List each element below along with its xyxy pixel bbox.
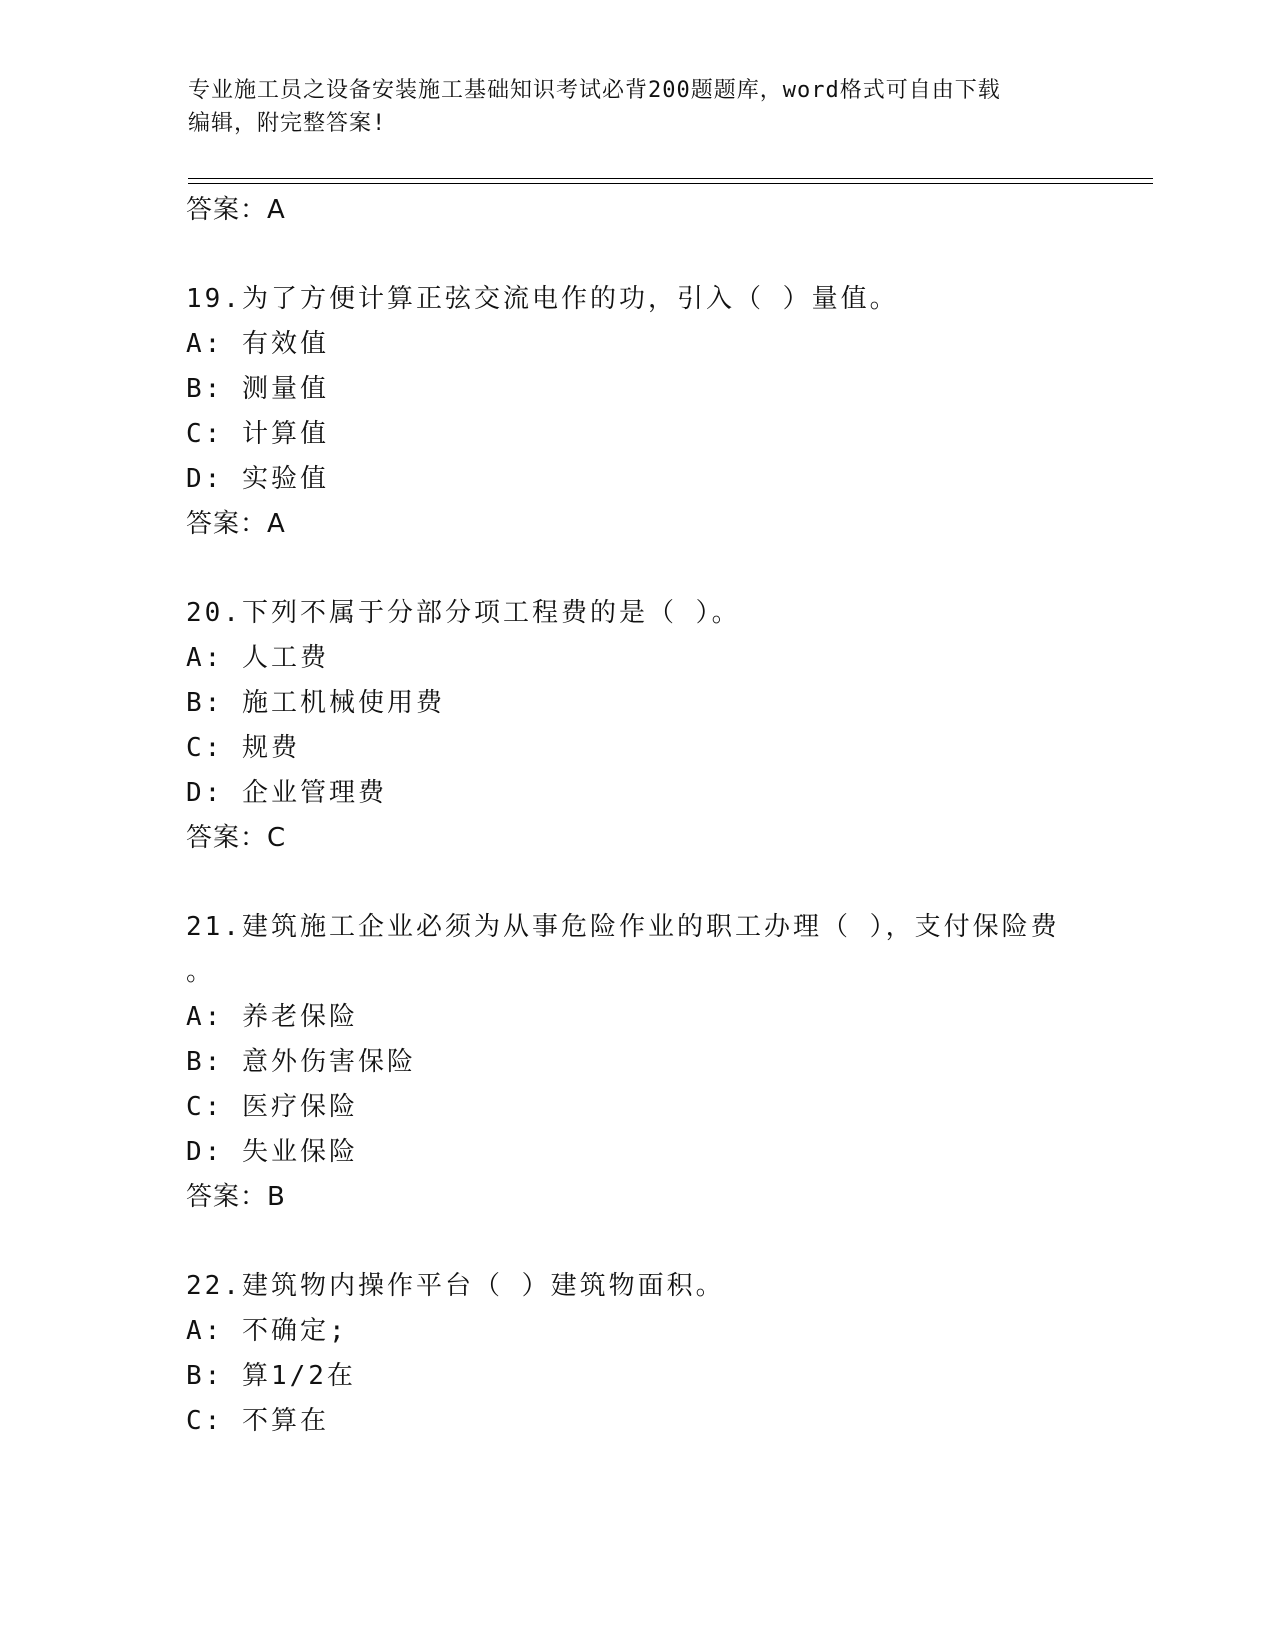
header-divider-top <box>188 178 1153 179</box>
question-title: 22.建筑物内操作平台（ ）建筑物面积。 <box>186 1271 725 1301</box>
answer-line: 答案：B <box>186 1182 286 1212</box>
option-a: A: 不确定; <box>186 1316 348 1346</box>
option-d: D: 失业保险 <box>186 1137 358 1167</box>
header-divider-bottom <box>188 183 1153 184</box>
question-19 <box>186 277 1136 547</box>
question-title: 20.下列不属于分部分项工程费的是（ ）。 <box>186 598 741 628</box>
option-d: D: 企业管理费 <box>186 778 387 808</box>
question-list <box>186 188 1136 1444</box>
question-title: 19.为了方便计算正弦交流电作的功，引入（ ）量值。 <box>186 284 899 314</box>
question-title-continuation: 。 <box>186 957 216 987</box>
option-b: B: 算1/2在 <box>186 1361 356 1391</box>
option-d: D: 实验值 <box>186 464 329 494</box>
option-a: A: 养老保险 <box>186 1002 358 1032</box>
option-c: C: 计算值 <box>186 419 329 449</box>
option-b: B: 施工机械使用费 <box>186 688 445 718</box>
option-c: C: 医疗保险 <box>186 1092 358 1122</box>
question-21 <box>186 905 1136 1220</box>
answer-line: 答案：A <box>186 509 286 539</box>
question-20 <box>186 591 1136 861</box>
option-a: A: 人工费 <box>186 643 329 673</box>
option-c: C: 不算在 <box>186 1406 329 1436</box>
question-22 <box>186 1264 1136 1444</box>
option-c: C: 规费 <box>186 733 300 763</box>
option-a: A: 有效值 <box>186 329 329 359</box>
question-title: 21.建筑施工企业必须为从事危险作业的职工办理（ ），支付保险费 <box>186 912 1060 942</box>
header-line-1: 专业施工员之设备安装施工基础知识考试必背200题题库，word格式可自由下载 <box>188 78 1001 103</box>
header-line-2: 编辑，附完整答案! <box>188 111 387 136</box>
answer-line: 答案：A <box>186 195 286 225</box>
document-header <box>188 74 1088 140</box>
option-b: B: 测量值 <box>186 374 329 404</box>
answer-line: 答案：C <box>186 823 287 853</box>
option-b: B: 意外伤害保险 <box>186 1047 416 1077</box>
